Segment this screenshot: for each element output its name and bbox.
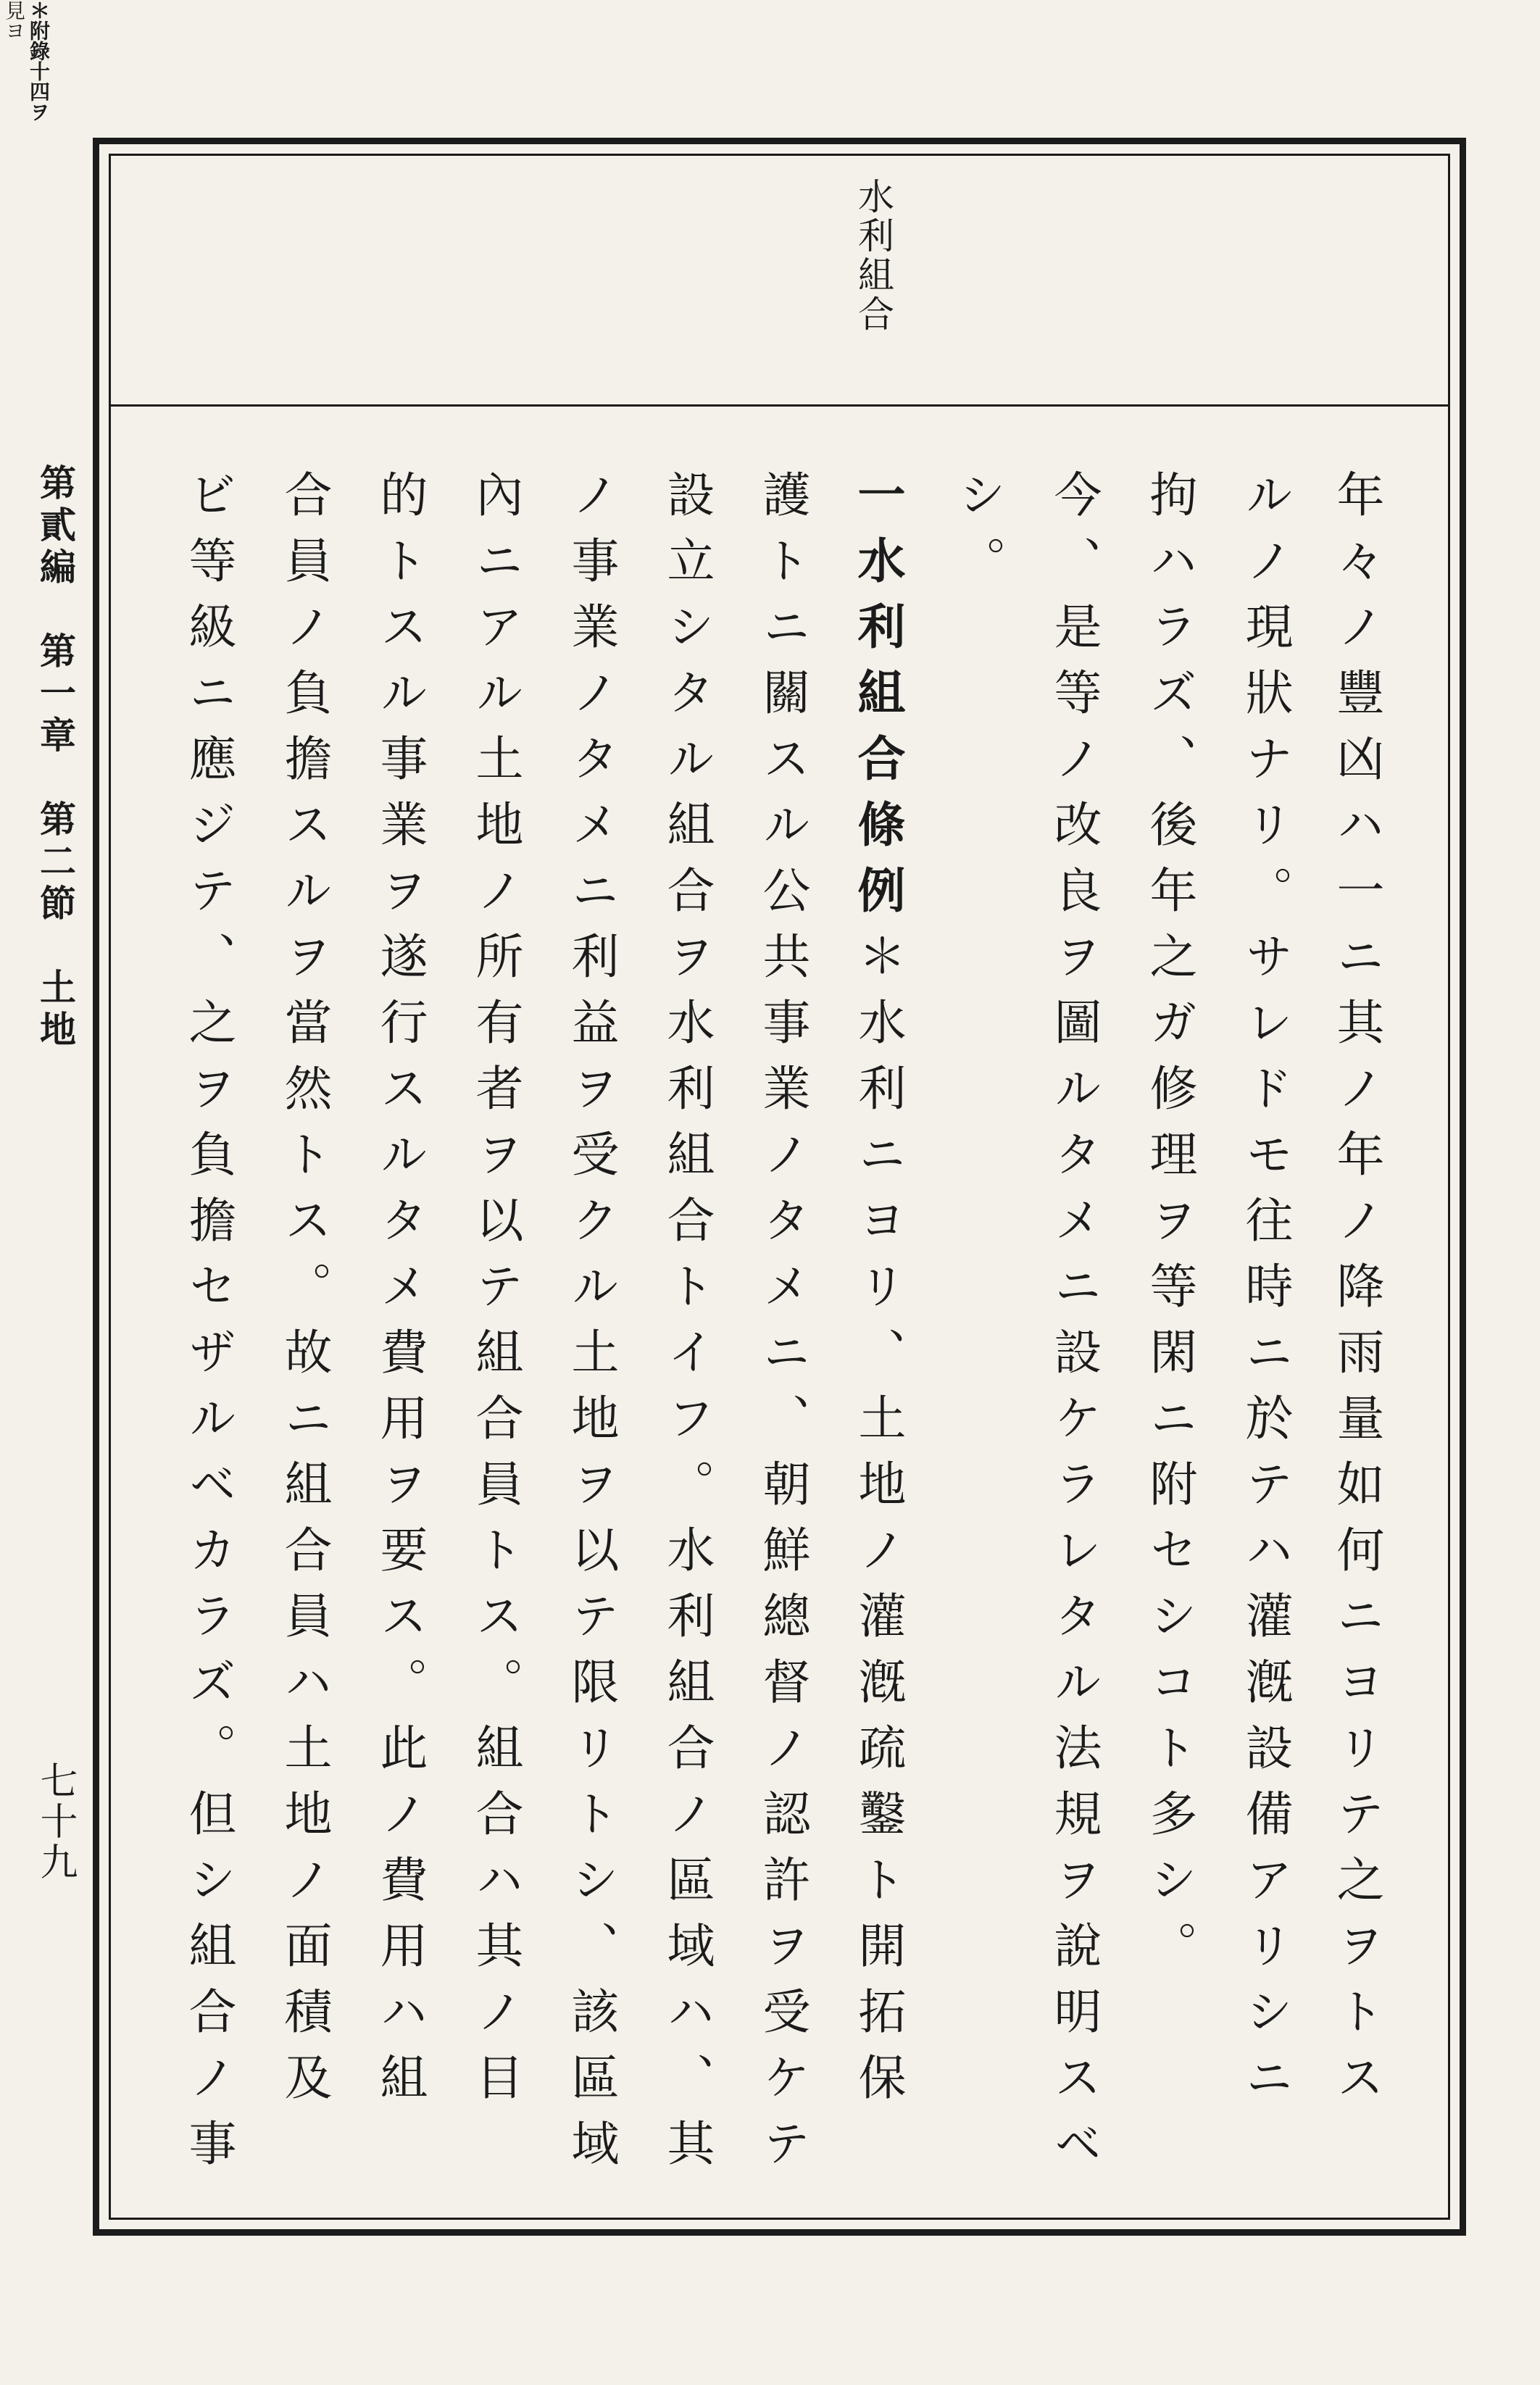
body-column-2: ルノ現狀ナリ。サレドモ往時ニ於テハ灌漑設備アリシニ [1237,470,1293,2118]
body-column-9: ノ事業ノタメニ利益ヲ受クル土地ヲ以テ限リトシ、該區域 [563,470,619,2184]
section-heading-mark: ＊ [850,931,906,997]
head-note-title: 水利組合 [852,178,894,334]
section-heading-number: 一 [849,470,906,536]
section-heading-column [849,470,906,2118]
body-column-3: 拘ハラズ、後年之ガ修理ヲ等閑ニ附セシコト多シ。 [1141,470,1197,1986]
section-heading-text: 水利組合條例 [849,536,906,931]
body-column-10: 內ニアル土地ノ所有者ヲ以テ組合員トス。組合ハ其ノ目 [467,470,523,2118]
page-number: 七十九 [33,1761,77,1883]
body-column-11: 的トスル事業ヲ遂行スルタメ費用ヲ要ス。此ノ費用ハ組 [372,470,428,2118]
body-column-1: 年々ノ豐凶ハ一ニ其ノ年ノ降雨量如何ニヨリテ之ヲトス [1328,470,1384,2118]
running-head: 第貳編 第一章 第二節 土地 [34,464,77,1052]
section-heading-continuation: 水利ニヨリ、土地ノ灌漑疏鑿ト開拓保 [850,997,906,2118]
head-note-reference-line2: 見ヨ [2,0,26,41]
body-column-8: 設立シタル組合ヲ水利組合トイフ。水利組合ノ區域ハ、其 [659,470,715,2184]
body-column-5: シ。 [950,470,1006,602]
body-column-12: 合員ノ負擔スルヲ當然トス。故ニ組合員ハ土地ノ面積及 [276,470,332,2118]
head-note-reference-line1: ＊附錄十四ヲ [27,0,51,122]
body-column-7: 護トニ關スル公共事業ノタメニ、朝鮮總督ノ認許ヲ受ケテ [754,470,810,2184]
head-note-reference [0,0,51,196]
body-column-13: ビ等級ニ應ジテ、之ヲ負擔セザルベカラズ。但シ組合ノ事 [180,470,236,2184]
body-column-4: 今、是等ノ改良ヲ圖ルタメニ設ケラレタル法規ヲ說明スベ [1046,470,1102,2184]
head-note-divider [109,404,1450,407]
